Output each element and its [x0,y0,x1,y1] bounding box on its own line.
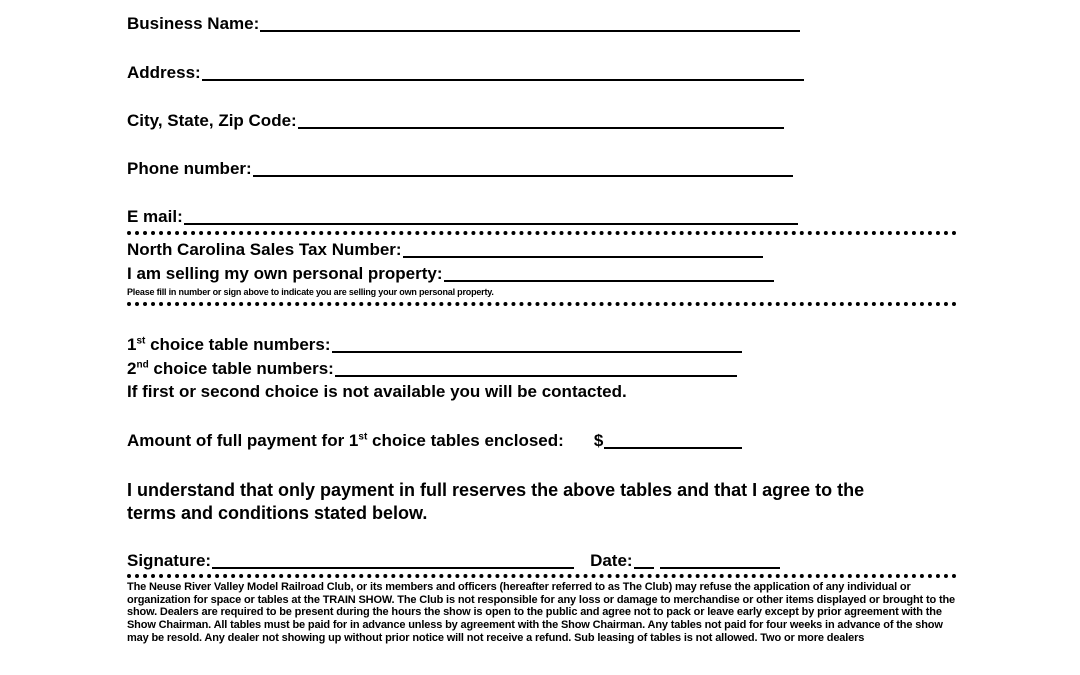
date-field-part-1[interactable] [634,567,654,569]
dotted-divider [127,574,957,578]
email-label: E mail: [127,207,183,226]
second-choice-field[interactable] [335,375,737,377]
address-label: Address: [127,63,201,82]
agreement-line-1: I understand that only payment in full reserves the above tables and that I agree to the [127,480,865,500]
payment-row [127,431,742,451]
first-choice-field[interactable] [332,351,742,353]
contact-note: If first or second choice is not available you will be contacted. [127,382,627,401]
date-field-part-2[interactable] [660,567,780,569]
city-state-zip-field[interactable] [298,127,784,129]
agreement-line-2: terms and conditions stated below. [127,503,428,523]
address-field[interactable] [202,79,804,81]
tax-number-row [127,240,763,260]
date-label: Date: [590,551,633,570]
first-choice-row [127,335,742,355]
first-choice-label: 1st choice table numbers: [127,335,331,354]
personal-property-note: Please fill in number or sign above to indicate you are selling your own personal property. [127,287,494,297]
email-row [127,207,798,227]
dotted-divider [127,231,957,235]
phone-field[interactable] [253,175,793,177]
tax-number-field[interactable] [403,256,763,258]
currency-symbol: $ [593,431,604,450]
business-name-row [127,14,800,34]
email-field[interactable] [184,223,798,225]
second-choice-row [127,359,737,379]
city-state-zip-row [127,111,784,131]
payment-amount-field[interactable] [604,447,742,449]
second-choice-label: 2nd choice table numbers: [127,359,334,378]
dotted-divider [127,302,957,306]
personal-property-row [127,264,774,284]
phone-label: Phone number: [127,159,252,178]
business-name-field[interactable] [260,30,800,32]
address-row [127,63,804,83]
signature-label: Signature: [127,551,212,570]
city-state-zip-label: City, State, Zip Code: [127,111,297,130]
phone-row [127,159,793,179]
personal-property-field[interactable] [444,280,774,282]
signature-row [127,551,780,571]
signature-field[interactable] [212,567,574,569]
payment-label: Amount of full payment for 1st choice tables enclosed: [127,431,564,450]
tax-number-label: North Carolina Sales Tax Number: [127,240,402,259]
business-name-label: Business Name: [127,14,260,33]
terms-and-conditions: The Neuse River Valley Model Railroad Club, or its members and officers (hereafter referred to as The Club) may refuse the application of any individual or organization for space or tables at the TRAIN SHOW. The Club is not responsible for any loss or damage to merchandise or other items displayed or brought to the show. Dealers are required to be present during the hours the show is open to the public and agree not to pack or leave early except by prior agreement with the Show Chairman. All tables must be paid for in advance unless by agreement with the Show Chairman. Any tables not paid for four weeks in advance of the show may be resold. Any dealer not showing up without prior notice will not receive a refund. Sub leasing of tables is not allowed. Two or more dealers [127,581,956,644]
personal-property-label: I am selling my own personal property: [127,264,443,283]
